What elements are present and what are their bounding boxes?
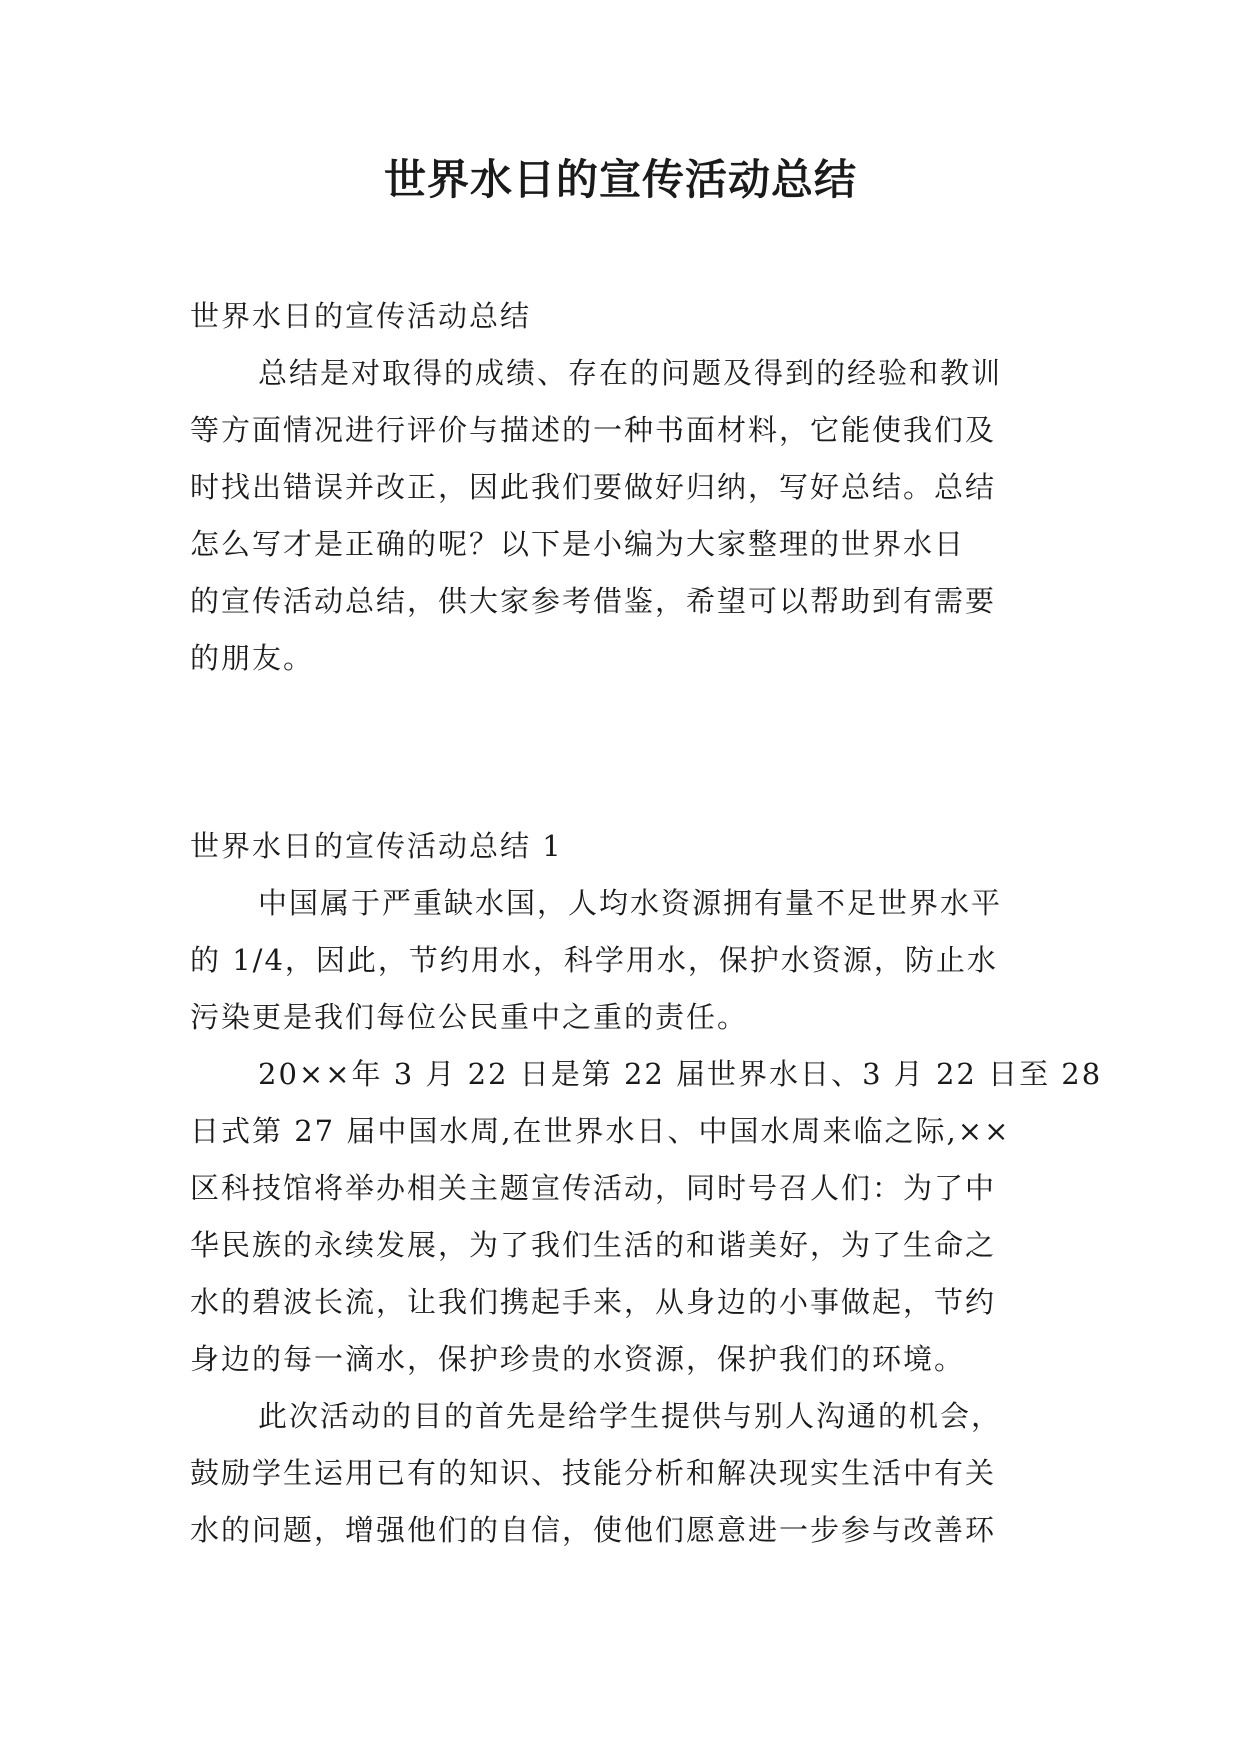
intro-heading: 世界水日的宣传活动总结 bbox=[190, 299, 532, 333]
paragraph-line: 华民族的永续发展，为了我们生活的和谐美好，为了生命之 bbox=[190, 1228, 997, 1262]
paragraph-line: 等方面情况进行评价与描述的一种书面材料，它能使我们及 bbox=[190, 413, 997, 447]
paragraph-line: 污染更是我们每位公民重中之重的责任。 bbox=[190, 1000, 749, 1034]
paragraph-line: 区科技馆将举办相关主题宣传活动，同时号召人们：为了中 bbox=[190, 1171, 997, 1205]
document-title: 世界水日的宣传活动总结 bbox=[383, 155, 857, 204]
section-1-paragraph-1 bbox=[190, 875, 1050, 1046]
paragraph-line: 时找出错误并改正，因此我们要做好归纳，写好总结。总结 bbox=[190, 470, 997, 504]
paragraph-line: 水的问题，增强他们的自信，使他们愿意进一步参与改善环 bbox=[190, 1513, 997, 1547]
paragraph-line: 20××年 3 月 22 日是第 22 届世界水日、3 月 22 日至 28 bbox=[258, 1057, 1103, 1091]
paragraph-line: 中国属于严重缺水国，人均水资源拥有量不足世界水平 bbox=[258, 886, 1003, 920]
paragraph-line: 水的碧波长流，让我们携起手来，从身边的小事做起，节约 bbox=[190, 1285, 997, 1319]
section-1-paragraph-3 bbox=[190, 1388, 1050, 1559]
section-1-heading: 世界水日的宣传活动总结 1 bbox=[190, 829, 563, 863]
paragraph-line: 日式第 27 届中国水周,在世界水日、中国水周来临之际,×× bbox=[190, 1114, 1011, 1148]
paragraph-line: 此次活动的目的首先是给学生提供与别人沟通的机会， bbox=[258, 1399, 1003, 1433]
paragraph-line: 的 1/4，因此，节约用水，科学用水，保护水资源，防止水 bbox=[190, 943, 998, 977]
paragraph-line: 鼓励学生运用已有的知识、技能分析和解决现实生活中有关 bbox=[190, 1456, 997, 1490]
intro-paragraph bbox=[190, 345, 1050, 687]
section-1-paragraph-2 bbox=[190, 1046, 1103, 1388]
paragraph-line: 身边的每一滴水，保护珍贵的水资源，保护我们的环境。 bbox=[190, 1342, 966, 1376]
paragraph-line: 的朋友。 bbox=[190, 641, 315, 675]
section-1 bbox=[190, 818, 1103, 1559]
paragraph-line: 总结是对取得的成绩、存在的问题及得到的经验和教训 bbox=[258, 356, 1003, 390]
paragraph-line: 怎么写才是正确的呢？以下是小编为大家整理的世界水日 bbox=[190, 527, 966, 561]
intro-section bbox=[190, 288, 1050, 687]
paragraph-line: 的宣传活动总结，供大家参考借鉴，希望可以帮助到有需要 bbox=[190, 584, 997, 618]
